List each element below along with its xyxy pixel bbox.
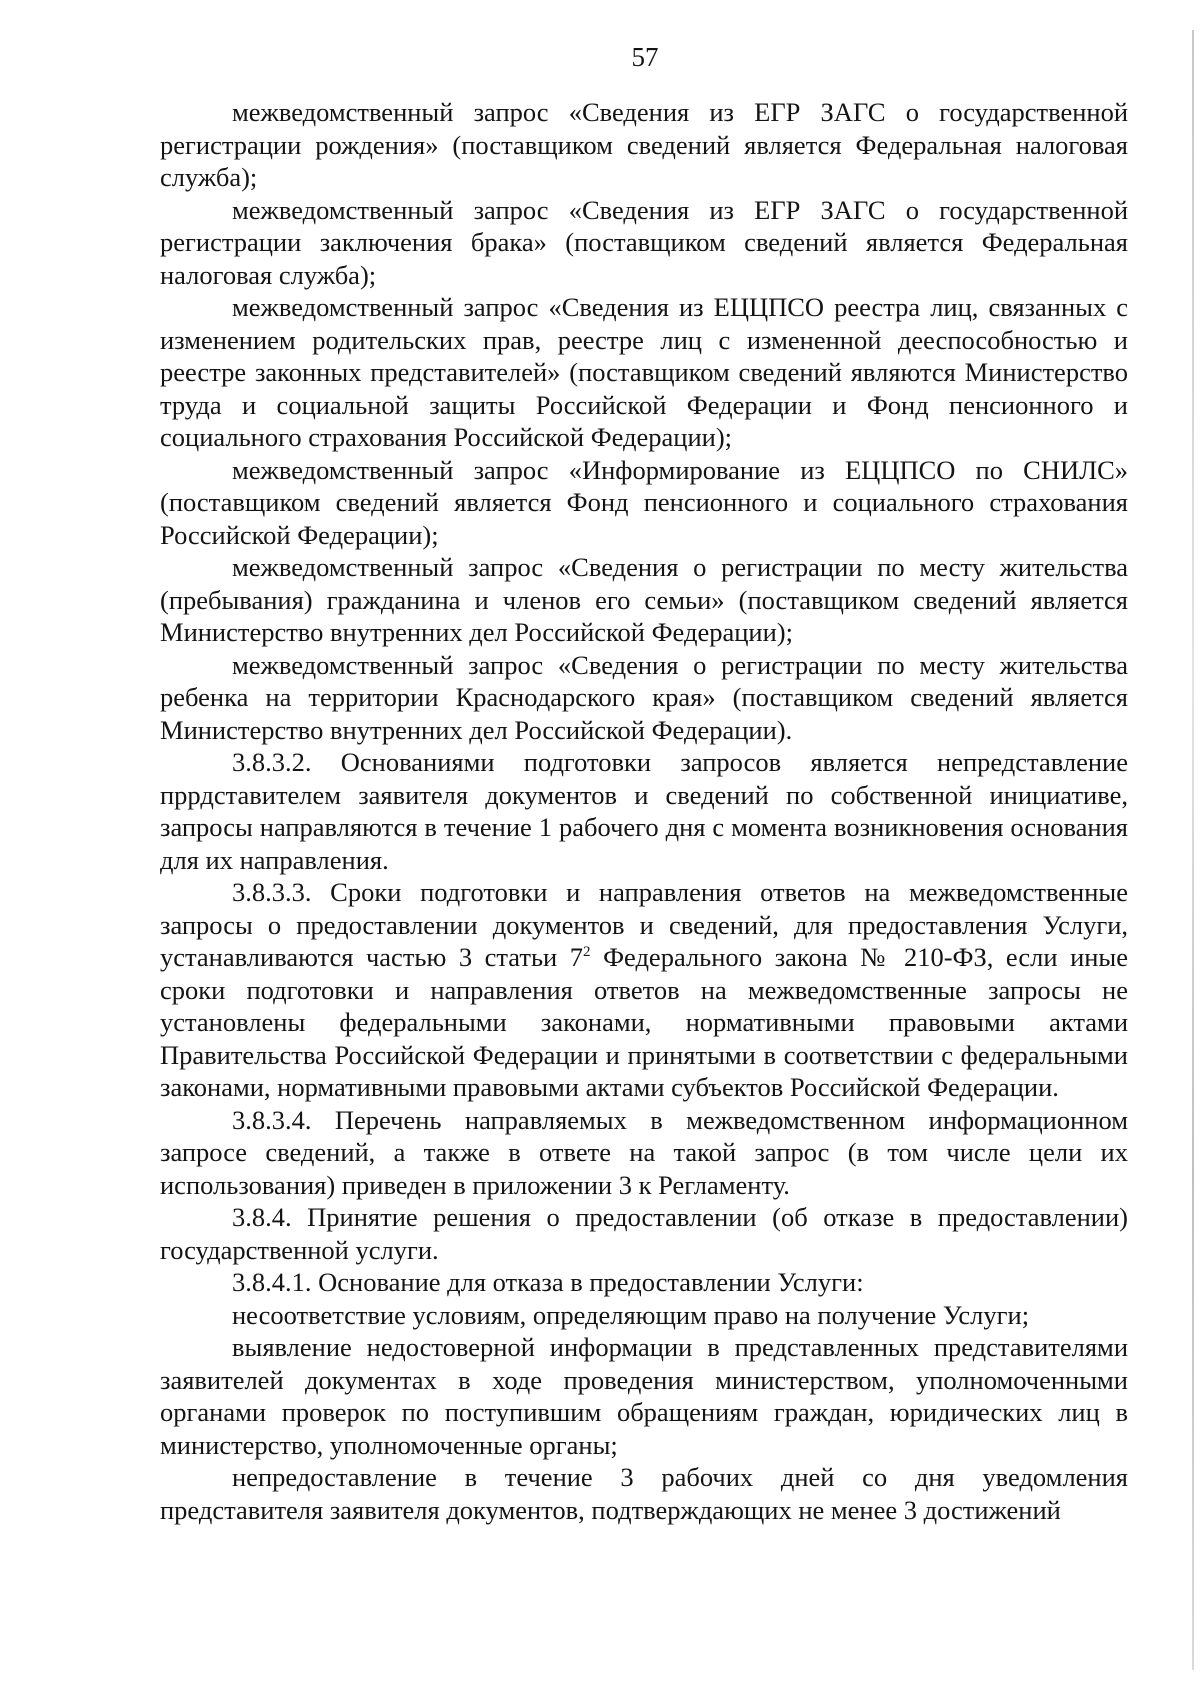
paragraph-3-8-4: 3.8.4. Принятие решения о предоставлении (об отказе в предоставлении) государственной услуги. [160,1202,1128,1265]
paragraph-residence-family: межведомственный запрос «Сведения о регистрации по месту жительства (пребывания) гражданина и членов его семьи» (поставщиком сведений является Министерство внутренних дел Российской Федерации); [160,552,1128,647]
paragraph-ecc-pso-snils: межведомственный запрос «Информирование из ЕЦЦПСО по СНИЛС» (поставщиком сведений является Фонд пенсионного и социального страхования Российской Федерации); [160,454,1128,550]
paragraph-egr-zags-marriage: межведомственный запрос «Сведения из ЕГР ЗАГС о государственной регистрации заключения брака» (поставщиком сведений является Федеральная налоговая служба); [160,194,1128,290]
paragraph-3-8-3-3-before: 3.8.3.3. Сроки подготовки и направления ответов на межведомственные запросы о предоставлении документов и сведений, для предоставления Услуги, устанавливаются частью 3 статьи 7 [160,877,1128,972]
paragraph-3-8-3-3 [160,876,1128,1104]
paragraph-3-8-4-1: 3.8.4.1. Основание для отказа в предоставлении Услуги: [232,1267,864,1297]
paragraph-refusal-nonsubmission: непредоставление в течение 3 рабочих дней со дня уведомления представителя заявителя документов, подтверждающих не менее 3 достижений [160,1462,1128,1525]
paragraph-ecc-pso-registry: межведомственный запрос «Сведения из ЕЦЦПСО реестра лиц, связанных с изменением родительских прав, реестре лиц с измененной дееспособностью и реестре законных представителей» (поставщиком сведений являются Министерство труда и социальной защиты Российской Федерации и Фонд пенсионного и социального страхования Российской Федерации); [160,292,1128,452]
scan-edge-line [1192,30,1194,1670]
paragraph-3-8-3-4: 3.8.3.4. Перечень направляемых в межведомственном информационном запросе сведений, а также в ответе на такой запрос (в том числе цели их использования) приведен в приложении 3 к Регламенту. [160,1104,1128,1200]
paragraph-refusal-nonconformity: несоответствие условиям, определяющим право на получение Услуги; [232,1299,1030,1330]
paragraph-residence-child: межведомственный запрос «Сведения о регистрации по месту жительства ребенка на территории Краснодарского края» (поставщиком сведений является Министерство внутренних дел Российской Федерации). [160,649,1128,745]
page-number: 57 [631,42,659,72]
document-body [160,96,1128,1526]
paragraph-3-8-3-2: 3.8.3.2. Основаниями подготовки запросов является непредставление пррдставителем заявителя документов и сведений по собственной инициативе, запросы направляются в течение 1 рабочего дня с момента возникновения основания для их направления. [160,747,1128,875]
superscript-article-number: 2 [583,944,591,961]
paragraph-3-8-3-3-after: Федерального закона № 210-ФЗ, если иные сроки подготовки и направления ответов на межведомственные запросы не установлены федеральными законами, нормативными правовыми актами Правительства Российской Федерации и принятыми в соответствии с федеральными законами, нормативными правовыми актами субъектов Российской Федерации. [160,942,1128,1102]
paragraph-refusal-false-info: выявление недостоверной информации в представленных представителями заявителей документах в ходе проведения министерством, уполномоченными органами проверок по поступившим обращениям граждан, юридических лиц в министерство, уполномоченные органы; [160,1332,1128,1460]
paragraph-egr-zags-birth: межведомственный запрос «Сведения из ЕГР ЗАГС о государственной регистрации рождения» (поставщиком сведений является Федеральная налоговая служба); [160,97,1128,192]
